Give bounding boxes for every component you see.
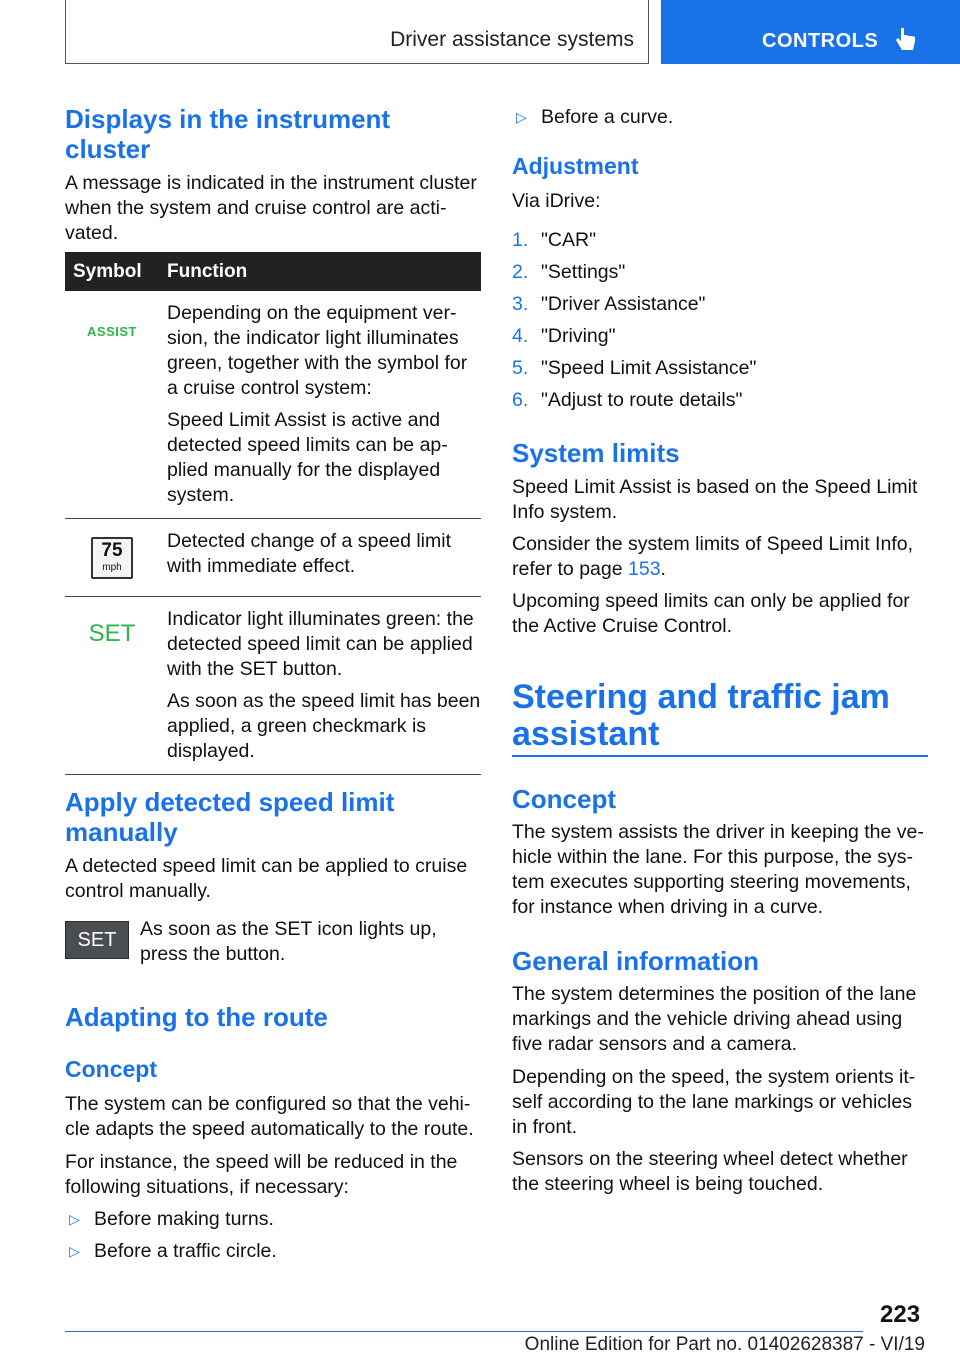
general-text: Sensors on the steering wheel detect whether the steering wheel is being touched. (512, 1148, 908, 1195)
adapting-heading: Adapting to the route (65, 1002, 328, 1032)
page-number: 223 (880, 1301, 921, 1328)
triangle-bullet-icon: ▷ (69, 1211, 80, 1227)
set-button-text: As soon as the SET icon lights up, press the button. (140, 918, 437, 965)
symbol-column-header: Symbol (65, 252, 159, 291)
assist-indicator-icon: ASSIST (87, 324, 137, 339)
set-indicator-icon: SET (88, 620, 136, 647)
system-limits-heading: System limits (512, 438, 680, 468)
triangle-bullet-icon: ▷ (516, 109, 527, 125)
apply-heading: Apply detected speed limit manually (65, 787, 395, 847)
concept-text-right: The system assists the driver in keeping the ve-hicle within the lane. For this purpose, the sys-tem executes supporting steering movements, for instance when driving in a curve. (512, 821, 924, 918)
table-row (65, 597, 481, 775)
displays-heading: Displays in the instrument cluster (65, 104, 391, 164)
triangle-bullet-icon: ▷ (69, 1243, 80, 1259)
via-idrive-text: Via iDrive: (512, 190, 601, 212)
concept-heading-right: Concept (512, 784, 616, 814)
table-row (65, 291, 481, 519)
system-limits-text: Speed Limit Assist is based on the Speed Limit Info system. (512, 476, 918, 523)
adjustment-steps (512, 228, 928, 420)
list-item: 5. "Speed Limit Assistance" (512, 357, 757, 379)
controls-tab-label: CONTROLS (762, 30, 879, 52)
header-section-title: Driver assistance systems (390, 28, 634, 51)
table-row (65, 519, 481, 597)
list-item: ▷ Before a curve. (516, 106, 674, 128)
controls-tab[interactable] (661, 0, 960, 64)
function-cell (159, 597, 481, 775)
system-limits-reference: Consider the system limits of Speed Limit Info, refer to page 153. (512, 533, 913, 580)
steering-heading: Steering and traffic jam assistant (512, 678, 890, 753)
displays-text: A message is indicated in the instrument cluster when the system and cruise control are acti-vated. (65, 172, 477, 244)
footer-rule (65, 1331, 863, 1332)
list-item: 2. "Settings" (512, 261, 626, 283)
header-section-box (65, 0, 649, 64)
apply-text: A detected speed limit can be applied to cruise control manually. (65, 855, 468, 902)
general-text: The system determines the position of the lane markings and the vehicle driving ahead using five radar sensors and a camera. (512, 983, 917, 1055)
function-cell (159, 519, 481, 597)
page-link[interactable]: 153 (628, 558, 661, 580)
edition-footer: Online Edition for Part no. 01402628387 - VI/19 (524, 1334, 925, 1355)
list-item: 1. "CAR" (512, 229, 597, 251)
concept-text-left: The system can be configured so that the vehi-cle adapts the speed automatically to the route. (65, 1093, 474, 1140)
situation-list (65, 1207, 481, 1271)
function-cell (159, 291, 481, 519)
speed-limit-value: 75 (101, 540, 123, 561)
list-item: ▷ Before a traffic circle. (69, 1240, 277, 1262)
concept-heading-left: Concept (65, 1056, 157, 1082)
adjustment-heading: Adjustment (512, 153, 639, 179)
list-item: 3. "Driver Assistance" (512, 293, 706, 315)
speed-limit-symbol-cell (65, 519, 159, 597)
function-text: Speed Limit Assist is active and detected speed limits can be ap-plied manually for the displayed system. (167, 409, 448, 506)
speed-limit-unit: mph (102, 562, 122, 573)
function-text: Depending on the equipment ver-sion, the indicator light illuminates green, together with the symbol for a cruise control system: (167, 302, 468, 399)
speed-limit-sign-icon (91, 537, 133, 579)
function-text: Detected change of a speed limit with immediate effect. (167, 530, 452, 577)
situation-list-continued (512, 105, 928, 137)
hand-pointer-icon (894, 26, 918, 54)
list-item: 4. "Driving" (512, 325, 616, 347)
assist-symbol-cell (65, 291, 159, 519)
set-button-icon: SET (65, 921, 129, 959)
general-information-heading: General information (512, 946, 760, 976)
instance-text: For instance, the speed will be reduced in the following situations, if necessary: (65, 1151, 458, 1198)
list-item: 6. "Adjust to route details" (512, 389, 743, 411)
general-text: Depending on the speed, the system orients it-self according to the lane markings or vehicles in front. (512, 1066, 916, 1138)
heading-rule (512, 755, 928, 757)
function-text: Indicator light illuminates green: the detected speed limit can be applied with the SET button. (167, 608, 474, 680)
set-symbol-cell (65, 597, 159, 775)
symbol-table (65, 252, 481, 775)
function-text: As soon as the speed limit has been applied, a green checkmark is displayed. (167, 690, 481, 762)
system-limits-note: Upcoming speed limits can only be applied for the Active Cruise Control. (512, 590, 910, 637)
function-column-header: Function (159, 252, 481, 291)
list-item: ▷ Before making turns. (69, 1208, 274, 1230)
